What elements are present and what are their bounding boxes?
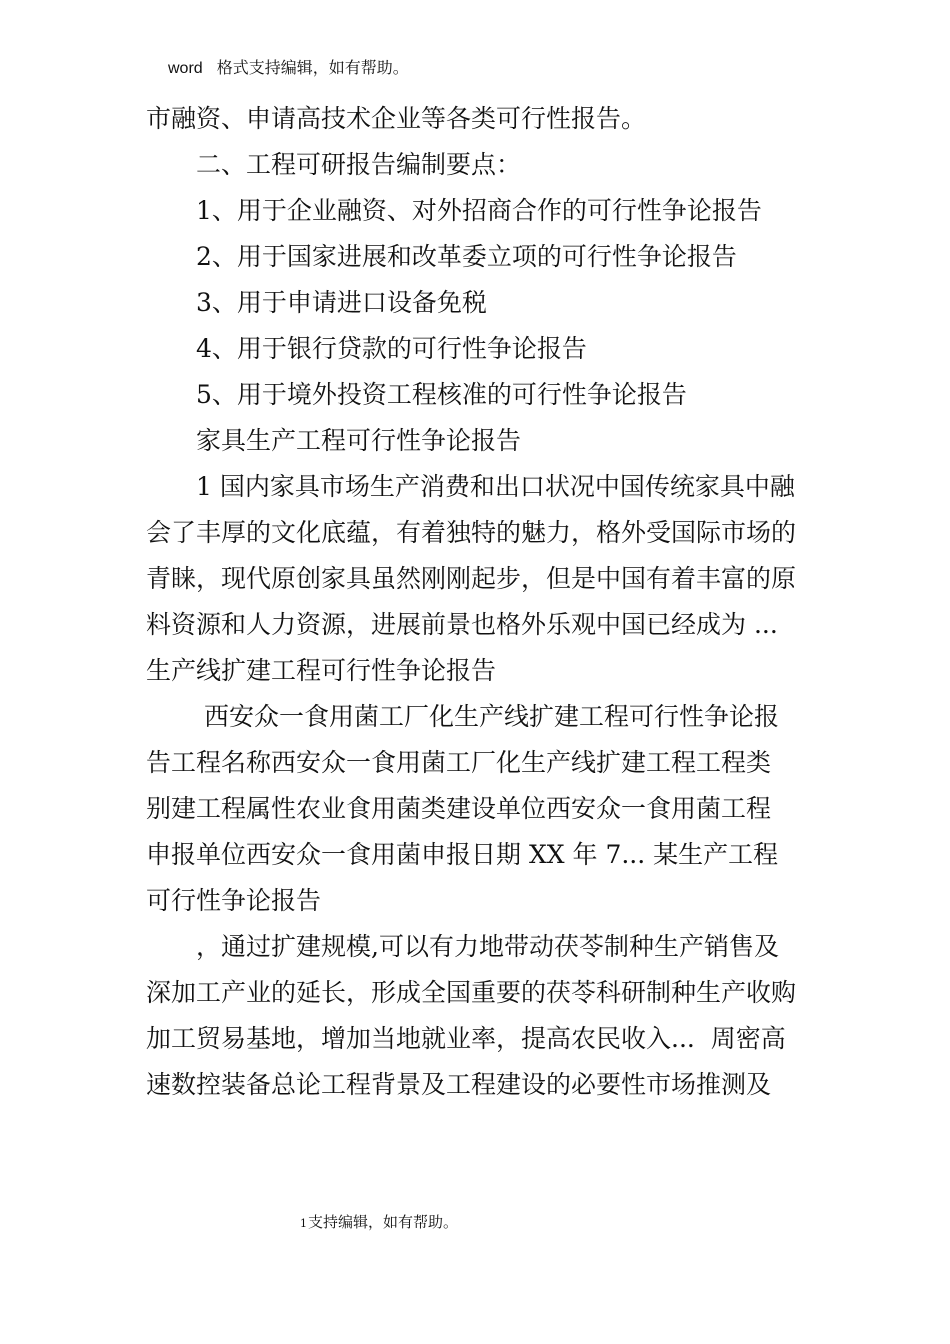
page-footer xyxy=(300,1211,458,1232)
xian-paragraph-line: 西安众一食用菌工厂化生产线扩建工程可行性争论报 xyxy=(204,702,780,731)
furniture-paragraph-line: 会了丰厚的文化底蕴，有着独特的魅力，格外受国际市场的 xyxy=(146,518,797,547)
furniture-paragraph-line: 生产线扩建工程可行性争论报告 xyxy=(146,656,497,685)
furniture-paragraph-line: 料资源和人力资源，进展前景也格外乐观中国已经成为 ... xyxy=(146,610,778,639)
list-item: 2、用于国家进展和改革委立项的可行性争论报告 xyxy=(196,242,737,271)
furniture-paragraph-line: 青睐，现代原创家具虽然刚刚起步，但是中国有着丰富的原 xyxy=(146,564,797,593)
expand-paragraph-line: ，通过扩建规模,可以有力地带动茯苓制种生产销售及 xyxy=(196,932,779,961)
expand-paragraph-line: 深加工产业的延长，形成全国重要的茯苓科研制种生产收购 xyxy=(146,978,797,1007)
xian-paragraph-line: 可行性争论报告 xyxy=(146,886,322,915)
page-number: 1 xyxy=(300,1217,307,1230)
list-item: 4、用于银行贷款的可行性争论报告 xyxy=(196,334,587,363)
list-item: 1、用于企业融资、对外招商合作的可行性争论报告 xyxy=(196,196,762,225)
furniture-paragraph-line: 1 国内家具市场生产消费和出口状况中国传统家具中融 xyxy=(196,472,795,501)
header-word-label: word xyxy=(168,60,203,77)
expand-paragraph-line: 加工贸易基地，增加当地就业率，提高农民收入... 周密高 xyxy=(146,1024,786,1053)
list-item: 3、用于申请进口设备免税 xyxy=(196,288,487,317)
xian-paragraph-line: 申报单位西安众一食用菌申报日期 XX 年 7... 某生产工程 xyxy=(146,840,779,869)
expand-paragraph-line: 速数控装备总论工程背景及工程建设的必要性市场推测及 xyxy=(146,1070,772,1099)
xian-paragraph-line: 别建工程属性农业食用菌类建设单位西安众一食用菌工程 xyxy=(146,794,772,823)
intro-line: 市融资、申请高技术企业等各类可行性报告。 xyxy=(146,104,647,133)
list-item: 5、用于境外投资工程核准的可行性争论报告 xyxy=(196,380,687,409)
xian-paragraph-line: 告工程名称西安众一食用菌工厂化生产线扩建工程工程类 xyxy=(146,748,772,777)
section-heading: 二、工程可研报告编制要点： xyxy=(196,150,522,179)
furniture-title: 家具生产工程可行性争论报告 xyxy=(196,426,522,455)
header-text: 格式支持编辑，如有帮助。 xyxy=(216,60,409,77)
page-header xyxy=(168,55,409,78)
footer-text: 支持编辑，如有帮助。 xyxy=(308,1213,459,1231)
document-body xyxy=(146,96,816,1108)
